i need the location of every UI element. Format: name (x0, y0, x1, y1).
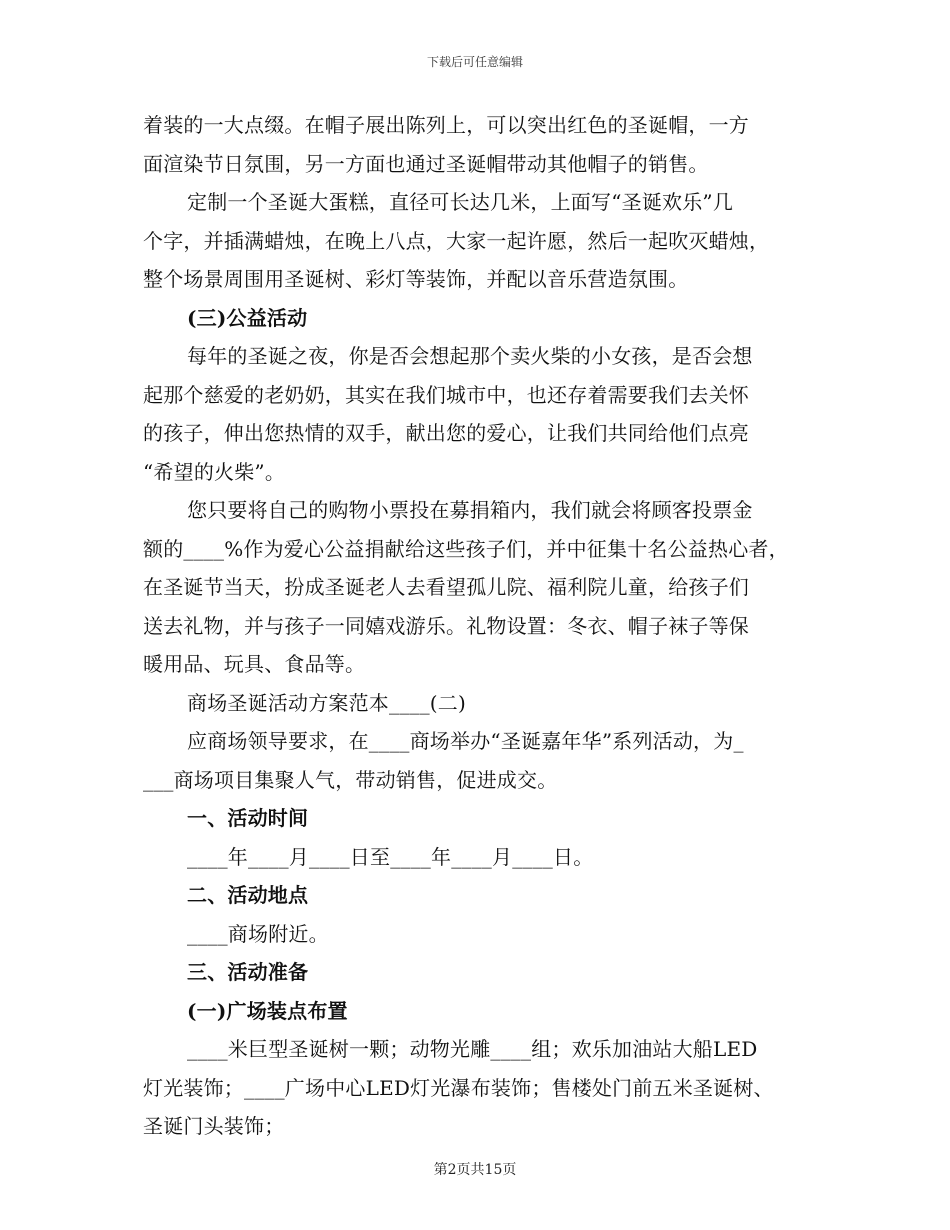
paragraph-line: ____米巨型圣诞树一颗；动物光雕____组；欢乐加油站大船LED (187, 1037, 758, 1061)
paragraph-line: 送去礼物，并与孩子一同嬉戏游乐。礼物设置：冬衣、帽子袜子等保 (143, 613, 749, 638)
paragraph-line: 圣诞门头装饰； (143, 1114, 285, 1138)
paragraph-line: 起那个慈爱的老奶奶，其实在我们城市中，也还存着需要我们去关怀 (143, 382, 749, 407)
paragraph-line: ____商场附近。 (187, 921, 329, 946)
paragraph-line: 的孩子，伸出您热情的双手，献出您的爱心，让我们共同给他们点亮 (143, 421, 749, 445)
paragraph-line: 整个场景周围用圣诞树、彩灯等装饰，并配以音乐营造氛围。 (143, 267, 689, 291)
paragraph-line: 灯光装饰；____广场中心LED灯光瀑布装饰；售楼处门前五米圣诞树、 (143, 1075, 774, 1100)
paragraph-line: ___商场项目集聚人气，带动销售，促进成交。 (143, 767, 558, 792)
paragraph-line: 每年的圣诞之夜，你是否会想起那个卖火柴的小女孩，是否会想 (187, 344, 753, 368)
paragraph-line: 面渲染节日氛围，另一方面也通过圣诞帽带动其他帽子的销售。 (143, 151, 709, 176)
document-body (143, 106, 823, 1146)
paragraph-line: ____年____月____日至____年____月____日。 (187, 844, 594, 869)
paragraph-line: 着装的一大点缀。在帽子展出陈列上，可以突出红色的圣诞帽，一方 (143, 113, 749, 137)
section-heading: 二、活动地点 (187, 883, 309, 907)
paragraph-line: 定制一个圣诞大蛋糕，直径可长达几米，上面写“圣诞欢乐”几 (187, 190, 734, 214)
header-note: 下载后可任意编辑 (426, 55, 523, 69)
section-heading: 一、活动时间 (187, 806, 309, 830)
paragraph-line: 您只要将自己的购物小票投在募捐箱内，我们就会将顾客投票金 (187, 498, 753, 522)
paragraph-line: 暖用品、玩具、食品等。 (143, 652, 366, 676)
paragraph-line: 商场圣诞活动方案范本____(二) (187, 690, 467, 715)
paragraph-line: 应商场领导要求，在____商场举办“圣诞嘉年华”系列活动，为_ (187, 729, 744, 753)
paragraph-line: 个字，并插满蜡烛，在晚上八点，大家一起许愿，然后一起吹灭蜡烛， (143, 228, 770, 253)
section-heading: (三)公益活动 (187, 305, 308, 330)
paragraph-line: 在圣诞节当天，扮成圣诞老人去看望孤儿院、福利院儿童，给孩子们 (143, 575, 749, 599)
section-heading: (一)广场装点布置 (187, 998, 348, 1023)
page-number: 第2页共15页 (433, 1162, 517, 1178)
paragraph-line: “希望的火柴”。 (143, 459, 286, 484)
paragraph-line: 额的____%作为爱心公益捐献给这些孩子们，并中征集十名公益热心者， (143, 536, 789, 561)
section-heading: 三、活动准备 (187, 960, 309, 984)
